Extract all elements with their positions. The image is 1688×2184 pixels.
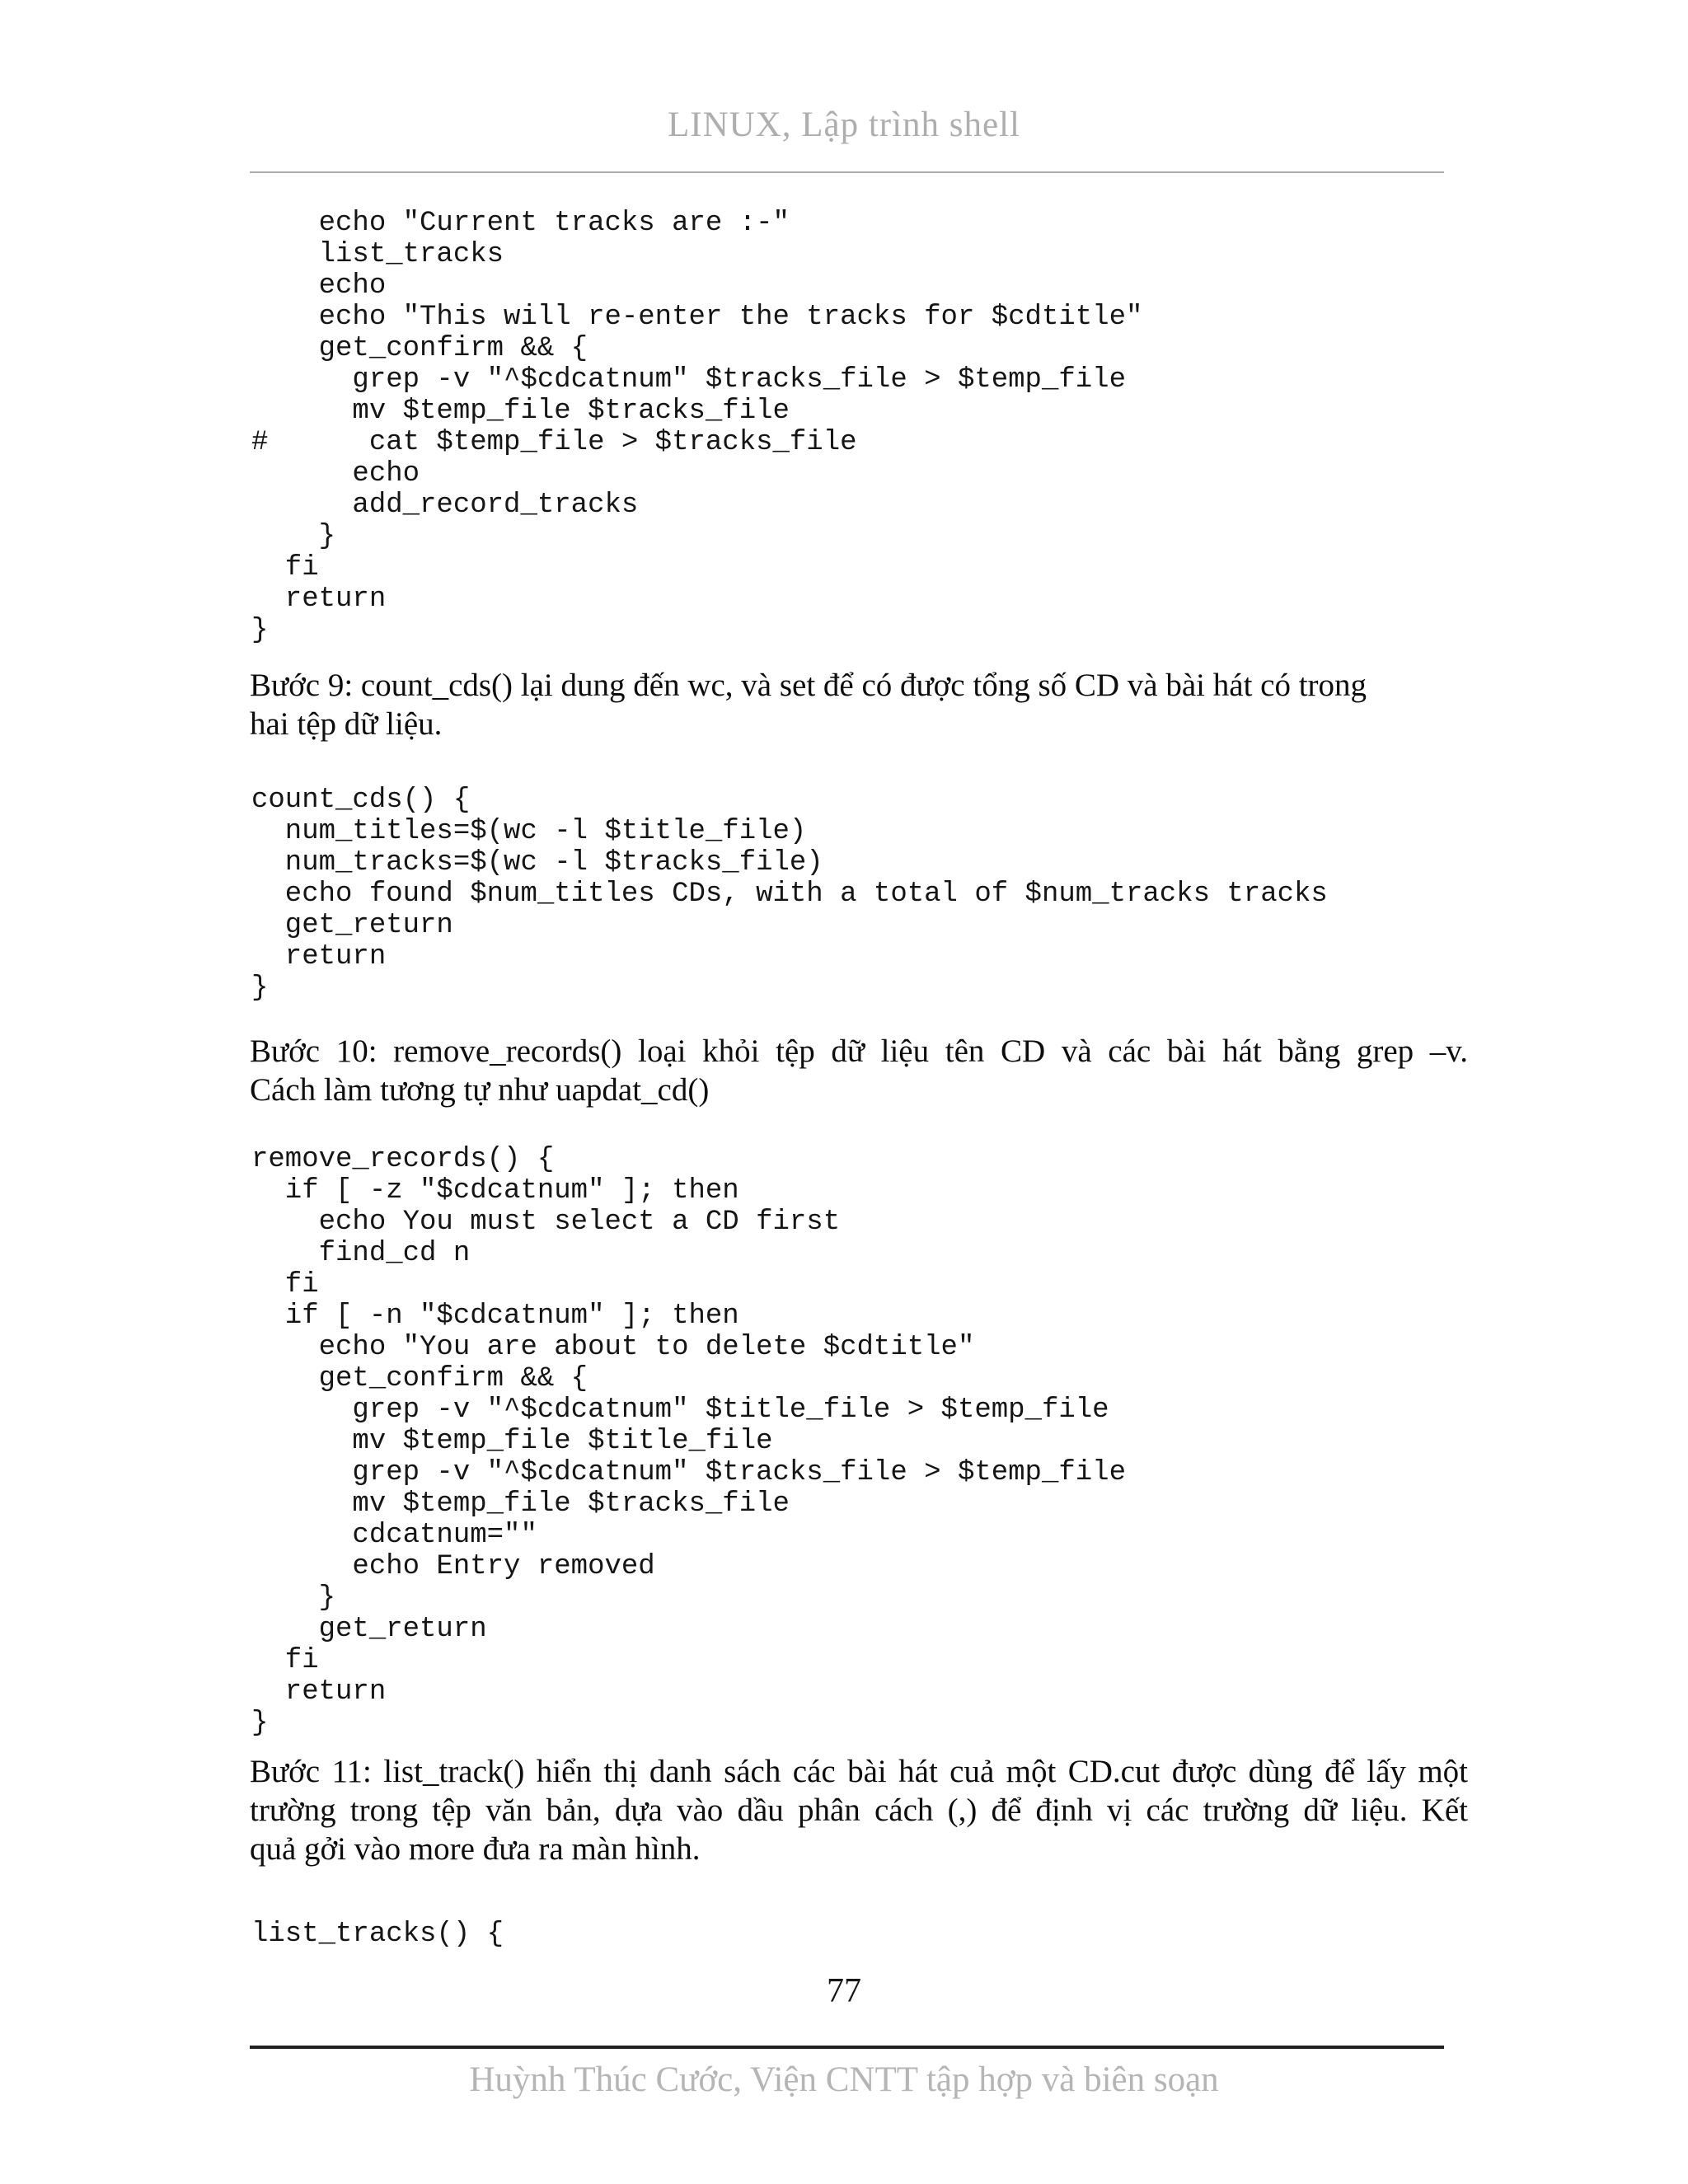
text-line: }: [251, 1708, 269, 1739]
text-line: get_confirm && {: [251, 1363, 588, 1394]
text-line: }: [251, 521, 336, 552]
text-line: }: [251, 972, 269, 1004]
text-line: echo "You are about to delete $cdtitle": [251, 1332, 975, 1363]
text-line: cdcatnum="": [251, 1520, 537, 1551]
footer-divider: [250, 2046, 1444, 2049]
text-line: mv $temp_file $title_file: [251, 1426, 773, 1457]
text-line: get_confirm && {: [251, 333, 588, 364]
code-block-list-tracks-open: [251, 1919, 504, 1950]
paragraph-step-11: [250, 1752, 1468, 1868]
text-line: echo Entry removed: [251, 1551, 655, 1582]
text-line: # cat $temp_file > $tracks_file: [251, 427, 857, 458]
text-line: echo: [251, 458, 420, 490]
page-header-title: LINUX, Lập trình shell: [667, 105, 1021, 144]
text-line: list_tracks: [251, 239, 504, 270]
text-line: num_tracks=$(wc -l $tracks_file): [251, 847, 823, 879]
text-line: echo found $num_titles CDs, with a total of $num_tracks tracks: [251, 879, 1328, 910]
text-line: get_return: [251, 910, 453, 941]
text-line: grep -v "^$cdcatnum" $tracks_file > $temp_file: [251, 1457, 1126, 1488]
text-line: mv $temp_file $tracks_file: [251, 1488, 790, 1520]
text-line: fi: [251, 1269, 319, 1301]
text-line: return: [251, 1676, 387, 1708]
page-footer-credit: Huỳnh Thúc Cước, Viện CNTT tập hợp và biên soạn: [469, 2060, 1219, 2099]
text-line: Bước 9: count_cds() lại dung đến wc, và set để có được tổng số CD và bài hát có trong: [250, 668, 1367, 703]
text-line: echo: [251, 270, 387, 302]
text-line: add_record_tracks: [251, 490, 639, 521]
text-line: }: [251, 1582, 336, 1614]
text-line: Cách làm tương tự như uapdat_cd(): [250, 1072, 710, 1108]
code-block-update-cd-tail: [251, 208, 1142, 646]
code-block-count-cds: [251, 785, 1328, 1004]
text-line: fi: [251, 1645, 319, 1676]
text-line: }: [251, 615, 269, 646]
text-line: echo "Current tracks are :-": [251, 208, 790, 239]
text-line: remove_records() {: [251, 1144, 555, 1175]
text-line: find_cd n: [251, 1238, 471, 1269]
paragraph-step-10: [250, 1032, 1468, 1109]
text-line: quả gởi vào more đưa ra màn hình.: [250, 1831, 701, 1867]
text-line: Bước 11: list_track() hiển thị danh sách các bài hát cuả một CD.cut được dùng để lấy một: [250, 1754, 1468, 1789]
text-line: trường trong tệp văn bản, dựa vào dầu phân cách (,) để định vị các trường dữ liệu. Kết: [250, 1793, 1468, 1828]
text-line: grep -v "^$cdcatnum" $tracks_file > $temp_file: [251, 364, 1126, 396]
text-line: hai tệp dữ liệu.: [250, 706, 443, 742]
text-line: get_return: [251, 1614, 487, 1645]
text-line: echo "This will re-enter the tracks for $cdtitle": [251, 302, 1143, 333]
text-line: return: [251, 583, 387, 615]
text-line: grep -v "^$cdcatnum" $title_file > $temp_file: [251, 1394, 1109, 1426]
text-line: fi: [251, 552, 319, 583]
paragraph-step-9: [250, 666, 1468, 743]
text-line: mv $temp_file $tracks_file: [251, 396, 790, 427]
text-line: echo You must select a CD first: [251, 1207, 841, 1238]
page-number: 77: [827, 1972, 861, 2010]
text-line: if [ -n "$cdcatnum" ]; then: [251, 1301, 739, 1332]
text-line: Bước 10: remove_records() loại khỏi tệp dữ liệu tên CD và các bài hát bằng grep –v.: [250, 1033, 1468, 1069]
text-line: return: [251, 941, 387, 972]
text-line: list_tracks() {: [251, 1919, 504, 1950]
text-line: count_cds() {: [251, 785, 471, 816]
code-block-remove-records: [251, 1144, 1126, 1739]
header-divider: [250, 171, 1444, 173]
text-line: if [ -z "$cdcatnum" ]; then: [251, 1175, 739, 1207]
text-line: num_titles=$(wc -l $title_file): [251, 816, 807, 847]
